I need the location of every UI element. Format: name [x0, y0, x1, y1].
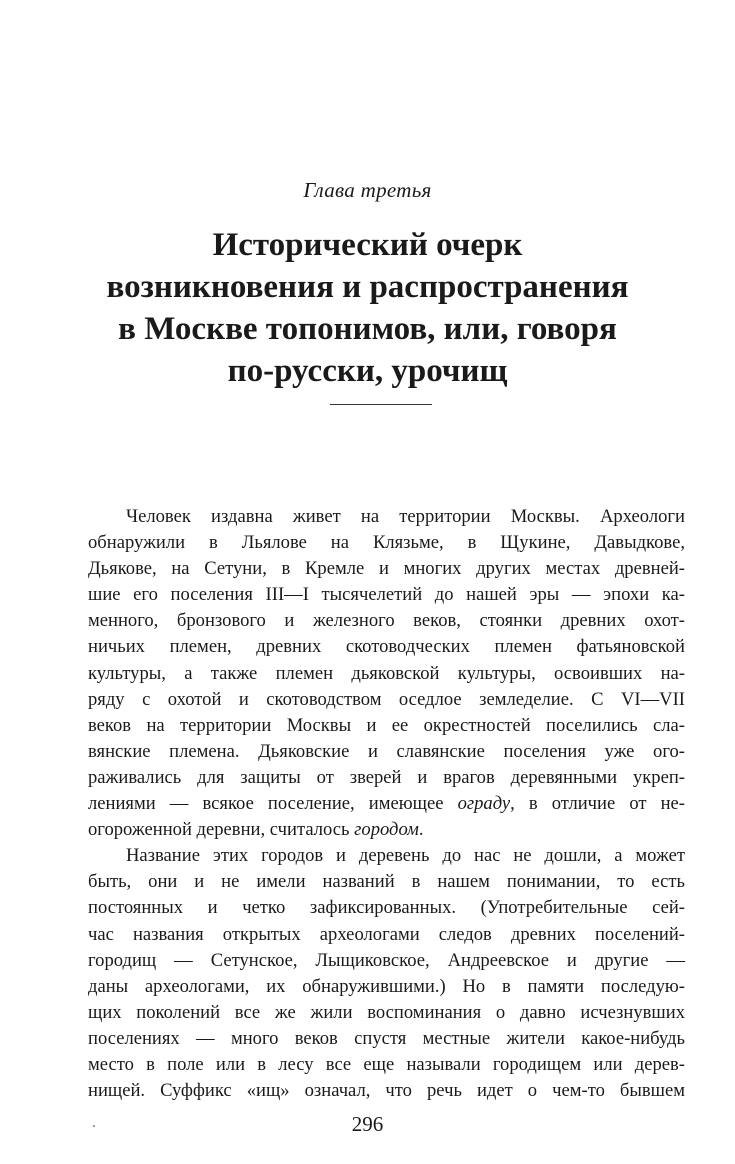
text-line: щих поколений все же жили воспоминания о давно исчезнувших [88, 1001, 685, 1023]
text-line: раживались для защиты от зверей и врагов деревянными укреп- [88, 766, 685, 788]
text-line [88, 791, 685, 817]
text-line: вянские племена. Дьяковские и славянские поселения уже ого- [88, 740, 685, 762]
text-line [88, 817, 685, 843]
page-number: 296 [351, 1112, 384, 1136]
paragraph-1 [88, 504, 685, 843]
emphasis-gorod: городом [354, 819, 419, 841]
text-line: место в поле или в лесу все еще называли городищем или дерев- [88, 1053, 685, 1075]
chapter-title-line: возникновения и распространения [106, 269, 629, 305]
text-line: менного, бронзового и железного веков, стоянки древних охот- [88, 610, 685, 632]
text-line: Дьякове, на Сетуни, в Кремле и многих других местах древней- [88, 558, 685, 580]
text-line: час названия открытых археологами следов древних поселений- [88, 923, 685, 945]
text-line: обнаружили в Льялове на Клязьме, в Щукине, Давыдкове, [88, 532, 685, 554]
text-line: поселениях — много веков спустя местные жители какое-нибудь [88, 1027, 685, 1049]
text-run: . [418, 819, 424, 841]
text-line: шие его поселения III—I тысячелетий до нашей эры — эпохи ка- [88, 584, 685, 606]
text-line: городищ — Сетунское, Лыщиковское, Андреевское и другие — [88, 949, 685, 971]
chapter-title-line: по-русски, урочищ [227, 353, 508, 389]
chapter-title [60, 224, 675, 392]
text-line: веков на территории Москвы и ее окрестностей поселились сла- [88, 714, 685, 736]
text-run: огороженной деревни, считалось [88, 819, 355, 841]
text-run: лениями — всякое поселение, имеющее [88, 793, 458, 815]
text-line: даны археологами, их обнаружившими.) Но в памяти последую- [88, 975, 685, 997]
text-line: быть, они и не имели названий в нашем понимании, то есть [88, 871, 685, 893]
title-divider [330, 404, 432, 405]
emphasis-ograda: ограду [457, 793, 511, 815]
chapter-title-line: в Москве топонимов, или, говоря [118, 311, 617, 347]
text-line: постоянных и четко зафиксированных. (Употребительные сей- [88, 897, 685, 919]
text-line: ряду с охотой и скотоводством оседлое земледелие. С VI—VII [88, 688, 685, 710]
text-run: , в отличие от не- [510, 793, 685, 815]
text-line: Название этих городов и деревень до нас не дошли, а может [126, 845, 685, 867]
text-line: Человек издавна живет на территории Москвы. Археологи [126, 506, 685, 527]
text-line: ничьих племен, древних скотоводческих племен фатьяновской [88, 636, 685, 658]
chapter-title-line: Исторический очерк [212, 227, 523, 263]
chapter-label: Глава третья [303, 178, 432, 202]
text-line: нищей. Суффикс «ищ» означал, что речь идет о чем-то бывшем [88, 1080, 685, 1102]
body-text [88, 504, 685, 1104]
paragraph-2 [88, 843, 685, 1104]
text-line: культуры, а также племен дьяковской культуры, освоивших на- [88, 662, 685, 684]
